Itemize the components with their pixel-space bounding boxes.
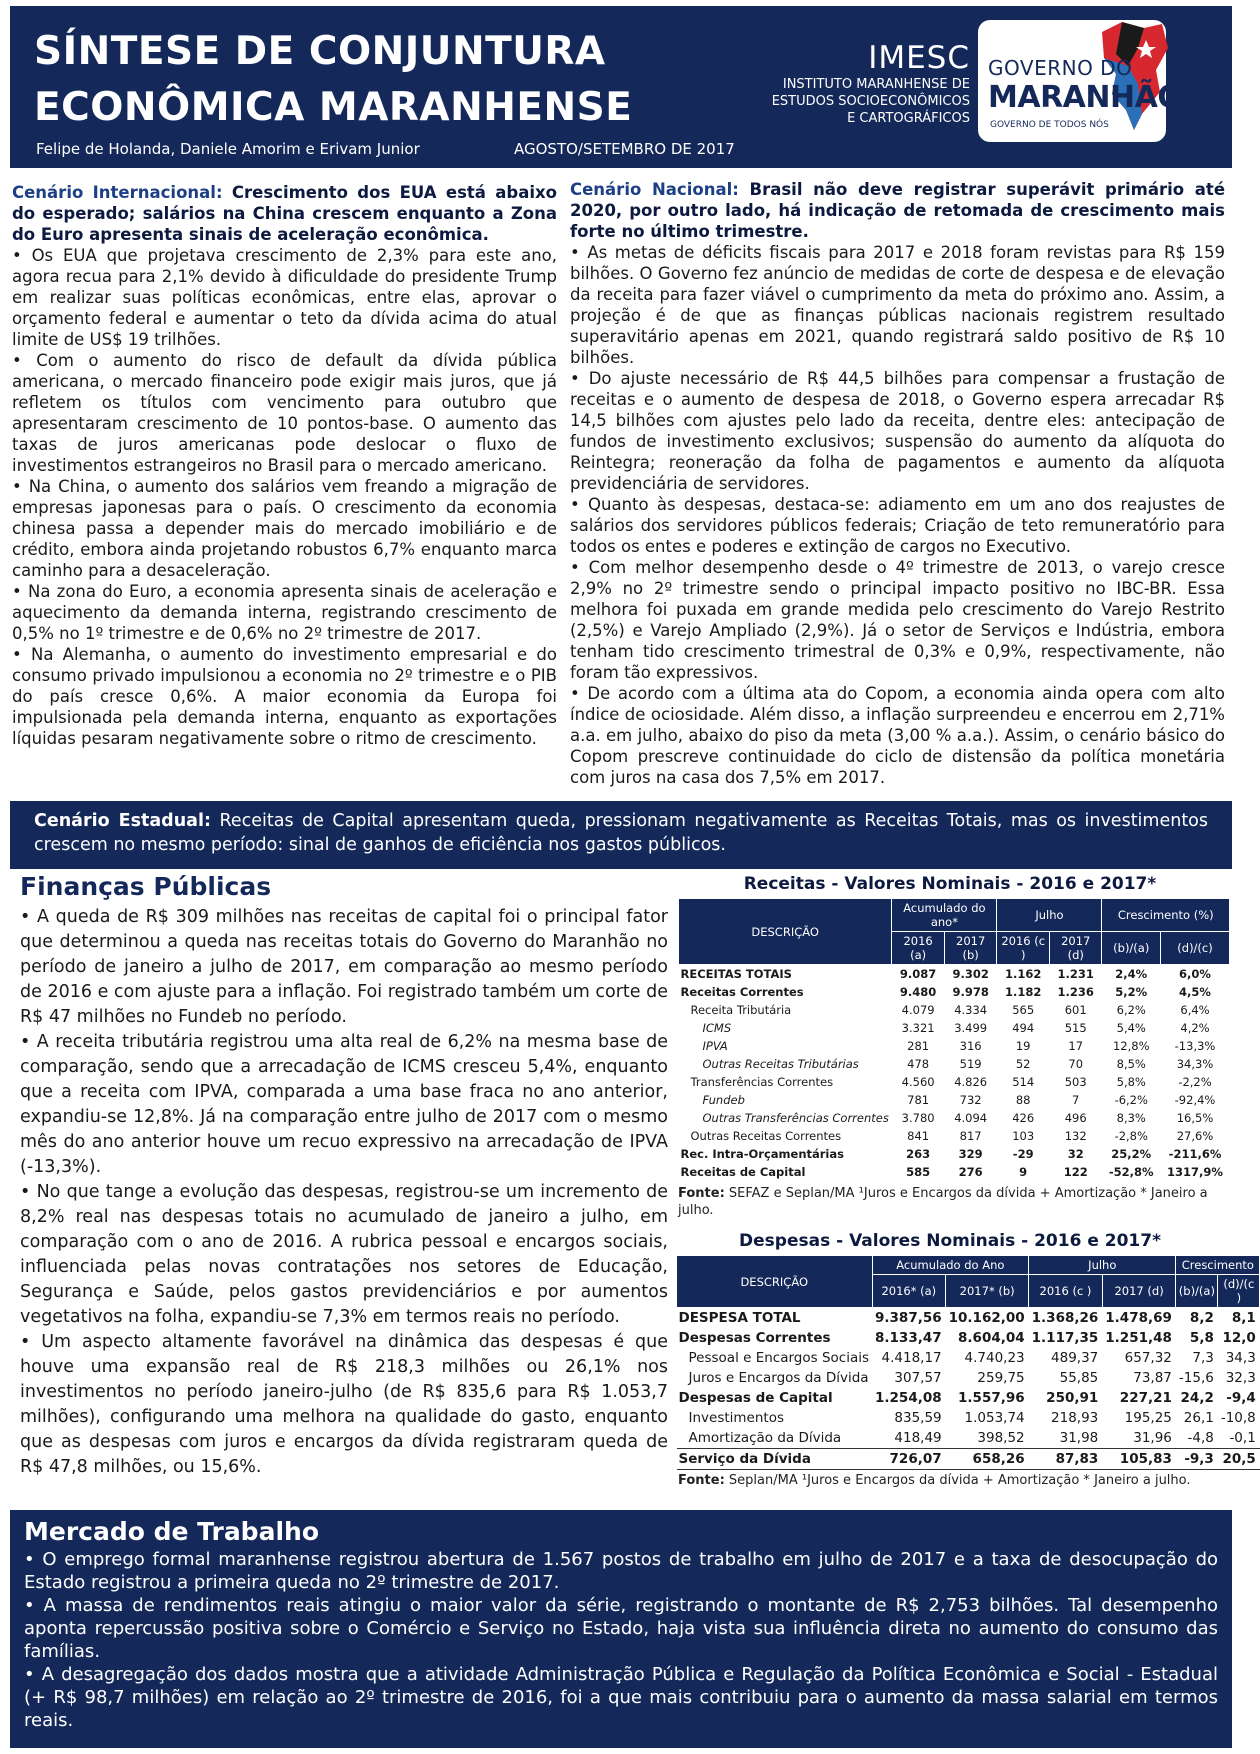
- cell-value: 250,91: [1046, 1390, 1099, 1406]
- table-row: [677, 1328, 1260, 1348]
- cell-value: 398,52: [977, 1430, 1025, 1446]
- row-label: Outras Transferências Correntes: [702, 1111, 889, 1125]
- cell-value: -2,8%: [1114, 1129, 1148, 1143]
- table-row: [679, 1037, 1230, 1055]
- title-line-1: SÍNTESE DE CONJUNTURA: [34, 29, 606, 74]
- receitas-subheader: (b)/(a): [1102, 932, 1161, 965]
- despesas-header-acumulado: Acumulado do Ano: [872, 1256, 1029, 1275]
- authors: Felipe de Holanda, Daniele Amorim e Erivam Junior: [36, 140, 420, 158]
- gov-logo-line-1: GOVERNO DO: [988, 56, 1133, 80]
- cell-value: 478: [907, 1057, 930, 1071]
- cell-value: -0,1: [1229, 1430, 1256, 1446]
- nacional-bullet: • As metas de déficits fiscais para 2017 e 2018 foram revistas para R$ 159 bilhões. O Governo fez anúncio de medidas de corte de despesa e de elevação da receita para fazer viável o cumprimento da meta do próximo ano. Assim, a projeção é de que as finanças públicas nacionais registrem resultado superavitário apenas em 2021, quando registrará saldo positivo de R$ 10 bilhões.: [570, 242, 1225, 368]
- cell-value: -15,6: [1178, 1370, 1214, 1386]
- cell-value: 9.480: [899, 985, 937, 999]
- receitas-table: [678, 898, 1230, 1181]
- cell-value: 7,3: [1192, 1350, 1214, 1366]
- cell-value: 105,83: [1119, 1451, 1172, 1467]
- nacional-lead-text: Brasil não deve registrar superávit primário até 2020, por outro lado, há indicação de retomada de crescimento mais forte no último trimestre.: [570, 180, 1226, 241]
- internacional-bullet: • Os EUA que projetava crescimento de 2,3% para este ano, agora recua para 2,1% devido à dificuldade do presidente Trump em realizar suas políticas econômicas, entre elas, aprovar o orçamento federal e aumentar o teto da dívida acima do atual limite de US$ 19 trilhões.: [12, 245, 557, 350]
- table-row: [679, 1073, 1230, 1091]
- table-row: [677, 1408, 1260, 1428]
- cell-value: 55,85: [1059, 1370, 1099, 1386]
- table-row: [679, 965, 1230, 984]
- despesas-source: [678, 1472, 1230, 1489]
- internacional-tag: Cenário Internacional:: [12, 183, 223, 202]
- title-line-2: ECONÔMICA MARANHENSE: [34, 85, 633, 130]
- financas-bullet: • No que tange a evolução das despesas, registrou-se um incremento de 8,2% real nas despesas totais no acumulado de janeiro a julho, em comparação com o ano de 2016. A rubrica pessoal e encargos sociais, influenciada pelas novas contratações nos setores de Educação, Segurança e Saúde, pelos gastos previdenciários e por aumentos vegetativos na folha, expandiu-se 7,3% em termos reais no período.: [20, 1180, 668, 1330]
- cell-value: 88: [1015, 1093, 1031, 1107]
- row-label: Pessoal e Encargos Sociais: [688, 1350, 870, 1366]
- table-row: [677, 1428, 1260, 1449]
- despesas-header-descricao: DESCRIÇÃO: [677, 1256, 873, 1308]
- despesas-subheader: (d)/(c ): [1218, 1275, 1260, 1308]
- cell-value: 31,96: [1133, 1430, 1172, 1446]
- cell-value: 32,3: [1225, 1370, 1256, 1386]
- row-label: Transferências Correntes: [690, 1075, 834, 1089]
- cell-value: 87,83: [1055, 1451, 1099, 1467]
- receitas-header-crescimento: Crescimento (%): [1102, 899, 1230, 932]
- cell-value: 8.604,04: [958, 1330, 1025, 1346]
- table-row: [677, 1308, 1260, 1329]
- header-banner: [10, 6, 1232, 168]
- cell-value: 817: [959, 1129, 982, 1143]
- row-label: ICMS: [702, 1021, 732, 1035]
- table-row: [679, 1055, 1230, 1073]
- receitas-header-julho: Julho: [997, 899, 1102, 932]
- cell-value: 732: [959, 1093, 982, 1107]
- cell-value: 27,6%: [1176, 1129, 1214, 1143]
- mercado-trabalho-section: [10, 1510, 1232, 1748]
- despesas-table-title: Despesas - Valores Nominais - 2016 e 2017*: [739, 1231, 1161, 1251]
- cell-value: 9.978: [952, 985, 989, 999]
- cell-value: 8,2: [1189, 1310, 1214, 1326]
- despesas-subheader: 2017* (b): [946, 1275, 1029, 1308]
- cell-value: 31,98: [1059, 1430, 1099, 1446]
- cell-value: 227,21: [1119, 1390, 1172, 1406]
- cell-value: 329: [958, 1147, 983, 1161]
- cell-value: 8,3%: [1116, 1111, 1146, 1125]
- cell-value: 263: [906, 1147, 931, 1161]
- cell-value: 1.117,35: [1031, 1330, 1099, 1346]
- table-row: [679, 1019, 1230, 1037]
- table-row: [679, 1145, 1230, 1163]
- row-label: Receita Tributária: [690, 1003, 792, 1017]
- cell-value: 4.094: [954, 1111, 988, 1125]
- cell-value: 132: [1064, 1129, 1087, 1143]
- cell-value: 316: [959, 1039, 982, 1053]
- receitas-header-descricao: DESCRIÇÃO: [679, 899, 892, 965]
- despesas-header-julho: Julho: [1029, 1256, 1176, 1275]
- estadual-text: Receitas de Capital apresentam queda, pressionam negativamente as Receitas Totais, mas os investimentos crescem no mesmo período: sinal de ganhos de eficiência nos gastos públicos.: [34, 811, 1209, 855]
- despesas-subheader: (b)/(a): [1176, 1275, 1218, 1308]
- cell-value: 658,26: [972, 1451, 1025, 1467]
- cenario-nacional: [570, 179, 1225, 788]
- financas-bullet: • A receita tributária registrou uma alta real de 6,2% na mesma base de comparação, sendo que a arrecadação de ICMS cresceu 5,4%, enquanto que a receita com IPVA, comparada a uma base fraca no ano anterior, expandiu-se 12,8%. Já na comparação entre julho de 2017 com o mesmo mês do ano anterior houve um recuo expressivo na arrecadação de IPVA (-13,3%).: [20, 1030, 668, 1180]
- cell-value: 8,1: [1231, 1310, 1256, 1326]
- financas-heading: Finanças Públicas: [20, 872, 272, 901]
- internacional-lead-text: Crescimento dos EUA está abaixo do esperado; salários na China crescem enquanto a Zona do Euro apresenta sinais de aceleração econômica.: [12, 183, 557, 244]
- cell-value: 514: [1012, 1075, 1035, 1089]
- table-row: [679, 1091, 1230, 1109]
- cell-value: 489,37: [1051, 1350, 1099, 1366]
- mercado-bullet: • A massa de rendimentos reais atingiu o maior valor da série, registrando o montante de R$ 2,753 bilhões. Tal desempenho aponta repercussão positiva sobre o Comércio e Serviço no Estado, haja vista sua influência direta no aumento do consumo das famílias.: [24, 1594, 1218, 1663]
- nacional-bullet: • Quanto às despesas, destaca-se: adiamento em um ano dos reajustes de salários dos servidores públicos federais; Criação de teto remuneratório para todos os entes e poderes e extinção de cargos no Executivo.: [570, 494, 1225, 557]
- despesas-subheader: 2016 (c ): [1029, 1275, 1103, 1308]
- cell-value: 6,0%: [1179, 967, 1211, 981]
- row-label: RECEITAS TOTAIS: [680, 967, 792, 981]
- cell-value: 8.133,47: [875, 1330, 942, 1346]
- receitas-header-acumulado: Acumulado do ano*: [892, 899, 997, 932]
- cell-value: 565: [1012, 1003, 1035, 1017]
- cell-value: 25,2%: [1111, 1147, 1152, 1161]
- cell-value: 781: [907, 1093, 930, 1107]
- table-row: [679, 1127, 1230, 1145]
- row-label: IPVA: [702, 1039, 728, 1053]
- receitas-subheader: (d)/(c): [1161, 932, 1230, 965]
- cell-value: 276: [958, 1165, 983, 1179]
- cell-value: 496: [1064, 1111, 1087, 1125]
- cell-value: 726,07: [889, 1451, 942, 1467]
- cell-value: 9: [1019, 1165, 1028, 1179]
- cell-value: 1.251,48: [1105, 1330, 1172, 1346]
- despesas-source-text: Seplan/MA ¹Juros e Encargos da dívida + Amortização * Janeiro a julho.: [724, 1473, 1191, 1488]
- internacional-lead: [12, 182, 557, 245]
- cell-value: 1.478,69: [1105, 1310, 1172, 1326]
- cell-value: -13,3%: [1174, 1039, 1216, 1053]
- gov-logo-line-2: MARANHÃO: [988, 80, 1183, 115]
- cell-value: 24,2: [1180, 1390, 1214, 1406]
- cell-value: 4,2%: [1180, 1021, 1210, 1035]
- row-label: Rec. Intra-Orçamentárias: [680, 1147, 844, 1161]
- cell-value: -52,8%: [1108, 1165, 1154, 1179]
- nacional-bullet: • De acordo com a última ata do Copom, a economia ainda opera com alto índice de ociosidade. Além disso, a inflação surpreendeu e encerrou em 2,71% a.a. em julho, abaixo do piso da meta (3,00 % a.a.). Assim, o cenário básico do Copom prescreve continuidade do ciclo de distensão da política monetária com juros na casa dos 7,5% em 2017.: [570, 683, 1225, 788]
- cell-value: -92,4%: [1174, 1093, 1216, 1107]
- cell-value: 259,75: [977, 1370, 1025, 1386]
- imesc-name-line-1: INSTITUTO MARANHENSE DE: [782, 77, 970, 92]
- cell-value: 841: [907, 1129, 930, 1143]
- despesas-header-crescimento: Crescimento: [1176, 1256, 1260, 1275]
- table-row: [679, 983, 1230, 1001]
- cell-value: 519: [959, 1057, 982, 1071]
- cell-value: 515: [1064, 1021, 1087, 1035]
- cell-value: 6,4%: [1180, 1003, 1210, 1017]
- cell-value: 73,87: [1133, 1370, 1172, 1386]
- cell-value: 3.321: [901, 1021, 935, 1035]
- cell-value: 34,3: [1225, 1350, 1256, 1366]
- cell-value: 4.418,17: [881, 1350, 942, 1366]
- cell-value: 585: [906, 1165, 931, 1179]
- internacional-bullet: • Na Alemanha, o aumento do investimento empresarial e do consumo privado impulsionou a economia no 2º trimestre e o PIB do país cresce 0,6%. A maior economia da Europa foi impulsionada pela demanda interna, enquanto as exportações líquidas pesaram negativamente sobre o ritmo de crescimento.: [12, 644, 557, 749]
- cell-value: 1.182: [1004, 985, 1042, 999]
- nacional-tag: Cenário Nacional:: [570, 180, 739, 199]
- table-row: [677, 1449, 1260, 1470]
- document-title: [34, 24, 632, 136]
- row-label: Juros e Encargos da Dívida: [688, 1370, 869, 1386]
- nacional-bullet: • Do ajuste necessário de R$ 44,5 bilhões para compensar a frustação de receitas e o aumento de despesa de 2018, o Governo espera arrecadar R$ 14,5 bilhões com ajustes pelo lado da receita, dentre eles: antecipação de fundos de investimento exclusivos; suspensão do aumento da alíquota do Reintegra; reoneração da folha de pagamentos e aumento da alíquota previdenciária de servidores.: [570, 368, 1225, 494]
- despesas-table: [676, 1255, 1260, 1470]
- receitas-source-text: SEFAZ e Seplan/MA ¹Juros e Encargos da dívida + Amortização * Janeiro a julho.: [678, 1186, 1208, 1218]
- cell-value: -6,2%: [1114, 1093, 1148, 1107]
- row-label: Fundeb: [702, 1093, 745, 1107]
- cell-value: 4,5%: [1179, 985, 1211, 999]
- cell-value: 5,8%: [1116, 1075, 1146, 1089]
- cell-value: 12,0: [1222, 1330, 1256, 1346]
- table-row: [679, 1163, 1230, 1181]
- cenario-estadual-banner: [10, 801, 1232, 869]
- imesc-logo: [730, 40, 970, 127]
- imesc-name-line-2: ESTUDOS SOCIOECONÔMICOS: [771, 94, 970, 109]
- cell-value: 19: [1015, 1039, 1031, 1053]
- cell-value: 7: [1072, 1093, 1080, 1107]
- despesas-subheader: 2016* (a): [872, 1275, 946, 1308]
- financas-bullet: • Um aspecto altamente favorável na dinâmica das despesas é que houve uma expansão real de R$ 218,3 milhões ou 26,1% nos investimentos no período janeiro-julho (de R$ 835,6 para R$ 1.053,7 milhões), configurando uma melhora na qualidade do gasto, enquanto que as despesas com juros e encargos da dívida registraram queda de R$ 47,8 milhões, ou 15,6%.: [20, 1330, 668, 1480]
- cell-value: 1.236: [1057, 985, 1094, 999]
- cell-value: 1.254,08: [875, 1390, 942, 1406]
- gov-logo-slogan: GOVERNO DE TODOS NÓS: [990, 120, 1109, 130]
- cell-value: 9.087: [899, 967, 937, 981]
- internacional-bullet: • Na China, o aumento dos salários vem freando a migração de empresas japonesas para o país. O crescimento da economia chinesa passa a depender mais do mercado imobiliário e de crédito, embora ainda projetando robustos 6,7% enquanto marca caminho para a desaceleração.: [12, 476, 557, 581]
- cell-value: 3.499: [954, 1021, 988, 1035]
- receitas-table-title: Receitas - Valores Nominais - 2016 e 2017*: [743, 874, 1157, 894]
- cell-value: 5,8: [1189, 1330, 1214, 1346]
- despesas-subheader: 2017 (d): [1102, 1275, 1176, 1308]
- mercado-heading: Mercado de Trabalho: [24, 1517, 319, 1546]
- table-row: [679, 1109, 1230, 1127]
- mercado-bullet: • A desagregação dos dados mostra que a atividade Administração Pública e Regulação da Política Econômica e Social - Estadual (+ R$ 98,7 milhões) em relação ao 2º trimestre de 2016, foi a que mais contribuiu para o aumento da massa salarial em termos reais.: [24, 1663, 1218, 1732]
- cell-value: 122: [1063, 1165, 1088, 1179]
- governo-maranhao-logo: [978, 20, 1183, 142]
- cenario-internacional: [12, 182, 557, 749]
- cell-value: 503: [1064, 1075, 1087, 1089]
- cell-value: 426: [1012, 1111, 1035, 1125]
- row-label: Receitas Correntes: [680, 985, 804, 999]
- cell-value: 835,59: [894, 1410, 942, 1426]
- cell-value: 10.162,00: [948, 1310, 1025, 1326]
- row-label: Despesas Correntes: [678, 1330, 831, 1346]
- cell-value: 52: [1015, 1057, 1031, 1071]
- cell-value: -29: [1012, 1147, 1034, 1161]
- cell-value: 8,5%: [1116, 1057, 1146, 1071]
- row-label: Outras Receitas Correntes: [690, 1129, 842, 1143]
- cell-value: 1.231: [1057, 967, 1094, 981]
- cell-value: 4.334: [954, 1003, 988, 1017]
- cell-value: 9.302: [952, 967, 989, 981]
- row-label: Serviço da Dívida: [678, 1451, 811, 1467]
- receitas-subheader: 2017 (b): [944, 932, 997, 965]
- cell-value: -10,8: [1220, 1410, 1256, 1426]
- cell-value: 1.162: [1004, 967, 1042, 981]
- cell-value: 17: [1068, 1039, 1084, 1053]
- cell-value: 1.557,96: [958, 1390, 1025, 1406]
- issue-date: AGOSTO/SETEMBRO DE 2017: [514, 140, 735, 158]
- cell-value: 70: [1068, 1057, 1084, 1071]
- cell-value: 5,2%: [1115, 985, 1148, 999]
- cell-value: 16,5%: [1176, 1111, 1214, 1125]
- cell-value: 1.368,26: [1031, 1310, 1099, 1326]
- despesas-table-body: [677, 1308, 1260, 1470]
- cell-value: 4.079: [901, 1003, 935, 1017]
- receitas-subheader: 2016 (a): [892, 932, 945, 965]
- cell-value: 657,32: [1124, 1350, 1172, 1366]
- financas-text: [20, 905, 668, 1480]
- cell-value: 4.826: [954, 1075, 988, 1089]
- financas-bullet: • A queda de R$ 309 milhões nas receitas de capital foi o principal fator que determinou a queda nas receitas totais do Governo do Maranhão no período de janeiro a julho de 2017, em comparação ao mesmo período de 2016 e com ajuste para a inflação. Foi registrado também um corte de R$ 47 milhões no Fundeb no período.: [20, 905, 668, 1030]
- cell-value: 3.780: [901, 1111, 935, 1125]
- cell-value: 1317,9%: [1167, 1165, 1223, 1179]
- cell-value: 418,49: [894, 1430, 942, 1446]
- receitas-table-body: [679, 965, 1230, 1182]
- cell-value: 195,25: [1124, 1410, 1172, 1426]
- cell-value: -9,3: [1184, 1451, 1214, 1467]
- cell-value: 218,93: [1051, 1410, 1099, 1426]
- row-label: Amortização da Dívida: [688, 1430, 842, 1446]
- cell-value: 1.053,74: [964, 1410, 1025, 1426]
- cell-value: 2,4%: [1115, 967, 1148, 981]
- cell-value: 4.740,23: [964, 1350, 1025, 1366]
- cell-value: -2,2%: [1178, 1075, 1212, 1089]
- cell-value: 20,5: [1222, 1451, 1256, 1467]
- cell-value: 6,2%: [1116, 1003, 1146, 1017]
- despesas-source-label: Fonte:: [678, 1473, 725, 1488]
- row-label: Investimentos: [688, 1410, 785, 1426]
- row-label: Despesas de Capital: [678, 1390, 833, 1406]
- row-label: Outras Receitas Tributárias: [702, 1057, 859, 1071]
- cell-value: 12,8%: [1112, 1039, 1150, 1053]
- cell-value: 307,57: [894, 1370, 942, 1386]
- internacional-bullet: • Na zona do Euro, a economia apresenta sinais de aceleração e aquecimento da demanda interna, registrando crescimento de 0,5% no 1º trimestre e de 0,6% no 2º trimestre de 2017.: [12, 581, 557, 644]
- row-label: Receitas de Capital: [680, 1165, 806, 1179]
- table-row: [679, 1001, 1230, 1019]
- cell-value: 5,4%: [1116, 1021, 1146, 1035]
- estadual-tag: Cenário Estadual:: [34, 811, 211, 831]
- table-row: [677, 1348, 1260, 1368]
- nacional-lead: [570, 179, 1225, 242]
- imesc-name-line-3: E CARTOGRÁFICOS: [847, 111, 970, 126]
- cell-value: 4.560: [901, 1075, 935, 1089]
- cell-value: -4,8: [1187, 1430, 1214, 1446]
- receitas-subheader: 2017 (d): [1049, 932, 1102, 965]
- internacional-bullet: • Com o aumento do risco de default da dívida pública americana, o mercado financeiro pode exigir mais juros, que já refletem os títulos com vencimento para outubro que apresentaram crescimento de 10 pontos-base. O aumento das taxas de juros americanas pode deslocar o fluxo de investimentos estrangeiros no Brasil para o mercado americano.: [12, 350, 557, 476]
- cell-value: 9.387,56: [875, 1310, 942, 1326]
- cell-value: 34,3%: [1176, 1057, 1214, 1071]
- cell-value: 494: [1012, 1021, 1035, 1035]
- receitas-source-label: Fonte:: [678, 1186, 725, 1201]
- mercado-bullet: • O emprego formal maranhense registrou abertura de 1.567 postos de trabalho em julho de 2017 e a taxa de desocupação do Estado registrou a primeira queda no 2º trimestre de 2017.: [24, 1548, 1218, 1594]
- receitas-source: [678, 1185, 1230, 1219]
- nacional-bullet: • Com melhor desempenho desde o 4º trimestre de 2013, o varejo cresce 2,9% no 2º trimestre sendo o principal impacto positivo no IBC-BR. Essa melhora foi puxada em grande medida pelo crescimento do Varejo Restrito (2,5%) e Varejo Ampliado (2,9%). Já o setor de Serviços e Indústria, embora tenham tido crescimento trimestral de 0,3% e 0,9%, respectivamente, não foram tão expressivos.: [570, 557, 1225, 683]
- cell-value: 32: [1067, 1147, 1084, 1161]
- cell-value: 281: [907, 1039, 930, 1053]
- cell-value: -9,4: [1226, 1390, 1256, 1406]
- cell-value: 601: [1064, 1003, 1087, 1017]
- cell-value: 103: [1012, 1129, 1035, 1143]
- row-label: DESPESA TOTAL: [678, 1310, 801, 1326]
- imesc-acronym: IMESC: [868, 40, 970, 76]
- table-row: [677, 1388, 1260, 1408]
- cell-value: 26,1: [1183, 1410, 1214, 1426]
- receitas-subheader: 2016 (c ): [997, 932, 1050, 965]
- table-row: [677, 1368, 1260, 1388]
- cell-value: -211,6%: [1168, 1147, 1222, 1161]
